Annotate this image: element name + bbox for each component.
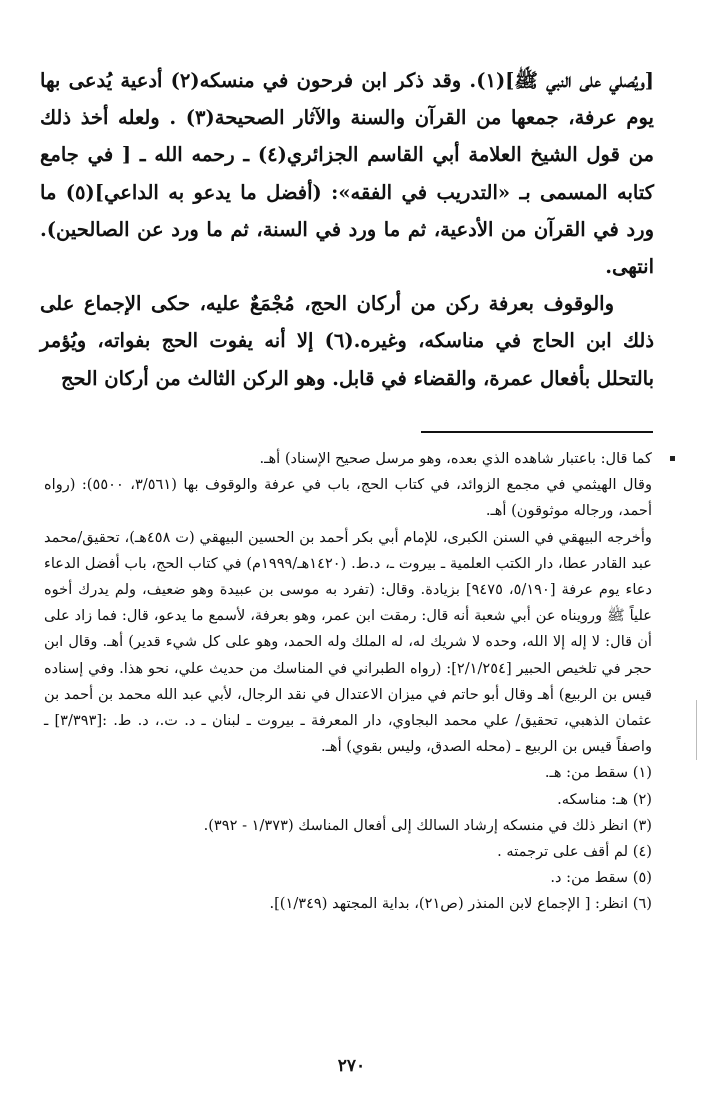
page-number: ٢٧٠: [337, 1056, 366, 1076]
footnote-item: (٣) انظر ذلك في منسكه إرشاد السالك إلى أفعال المناسك (١/٣٧٣ - ٣٩٢).: [203, 816, 652, 834]
main-paragraph-2: والوقوف بعرفة ركن من أركان الحج، مُجْمَعٌ عليه، حكى الإجماع على ذلك ابن الحاج في مناسكه، وغيره.(٦) إلا أنه يفوت الحج بفواته، ويُؤمر بالتحلل بأفعال عمرة، والقضاء في قابل. وهو الركن الثالث من أركان الحج: [40, 292, 654, 390]
footnote-separator: [421, 431, 653, 433]
footnote-item: (٤) لم أقف على ترجمته .: [497, 843, 652, 861]
footnote-item: (١) سقط من: هـ.: [544, 764, 652, 782]
footnotes: [44, 446, 652, 918]
footnote-continued-1: كما قال: باعتبار شاهده الذي بعده، وهو مرسل صحيح الإسناد) أهـ.: [259, 450, 652, 467]
footnote-list: [44, 760, 652, 917]
scan-edge-mark: [696, 700, 697, 760]
main-paragraph-1: [ويُصلي على النبي ﷺ](١). وقد ذكر ابن فرحون في منسكه(٢) أدعية يُدعى بها يوم عرفة، جمعها من القرآن والسنة والآثار الصحيحة(٣) . ولعله أخذ ذلك من قول الشيخ العلامة أبي القاسم الجزائري(٤) ـ رحمه الله ـ [ في جامع كتابه المسمى بـ «التدريب في الفقه»: (أفضل ما يدعو به الداعي](٥) ما ورد في القرآن من الأدعية، ثم ما ورد في السنة، ثم ما ورد عن الصالحين). انتهى.: [40, 69, 655, 279]
footnote-item: (٦) انظر: [ الإجماع لابن المنذر (ص٢١)، بداية المجتهد (١/٣٤٩)].: [269, 895, 652, 913]
footnote-continued-3: وأخرجه البيهقي في السنن الكبرى، للإمام أبي بكر أحمد بن الحسين البيهقي (ت ٤٥٨هـ)، تحقيق/محمد عبد القادر عطا، دار الكتب العلمية ـ بيروت ـ، د.ط. (١٤٢٠هـ/١٩٩٩م) في كتاب الحج، باب أفضل الدعاء دعاء يوم عرفة [٥/١٩٠، ٩٤٧٥] بزيادة. وقال: (تفرد به موسى بن عبيدة وهو ضعيف، ولم يدرك أخوه علياً ﷺ ورويناه عن أبي شعبة أنه قال: رمقت ابن عمر، وهو بعرفة، لأسمع ما يدعو، قال: فما زاد على أن قال: لا إله إلا الله، وحده لا شريك له، له الملك وله الحمد، وهو على كل شيء قدير) أهـ. وقال ابن حجر في تلخيص الحبير [٢/١/٢٥٤]: (رواه الطبراني في المناسك من حديث علي، نحو هذا. وفي إسناده قيس بن الربيع) أهـ وقال أبو حاتم في ميزان الاعتدال في نقد الرجال، لأبي عبد الله محمد بن أحمد بن عثمان الذهبي، تحقيق/ علي محمد البجاوي، دار المعرفة ـ بيروت ـ لبنان ـ د. ت.، د. ط. :[٣/٣٩٣] ـ واصفاً قيس بن الربيع ـ (محله الصدق، وليس بقوي) أهـ.: [44, 528, 653, 756]
continuation-marker-icon: [670, 456, 675, 461]
footnote-continued-2: وقال الهيثمي في مجمع الزوائد، في كتاب الحج، باب في عرفة والوقوف بها (٣/٥٦١، ٥٥٠٠): (رواه أحمد، ورجاله موثوقون) أهـ.: [44, 476, 652, 520]
main-text: [40, 62, 654, 397]
footnote-item: (٥) سقط من: د.: [550, 869, 652, 887]
footnote-item: (٢) هـ: مناسكه.: [557, 790, 652, 808]
